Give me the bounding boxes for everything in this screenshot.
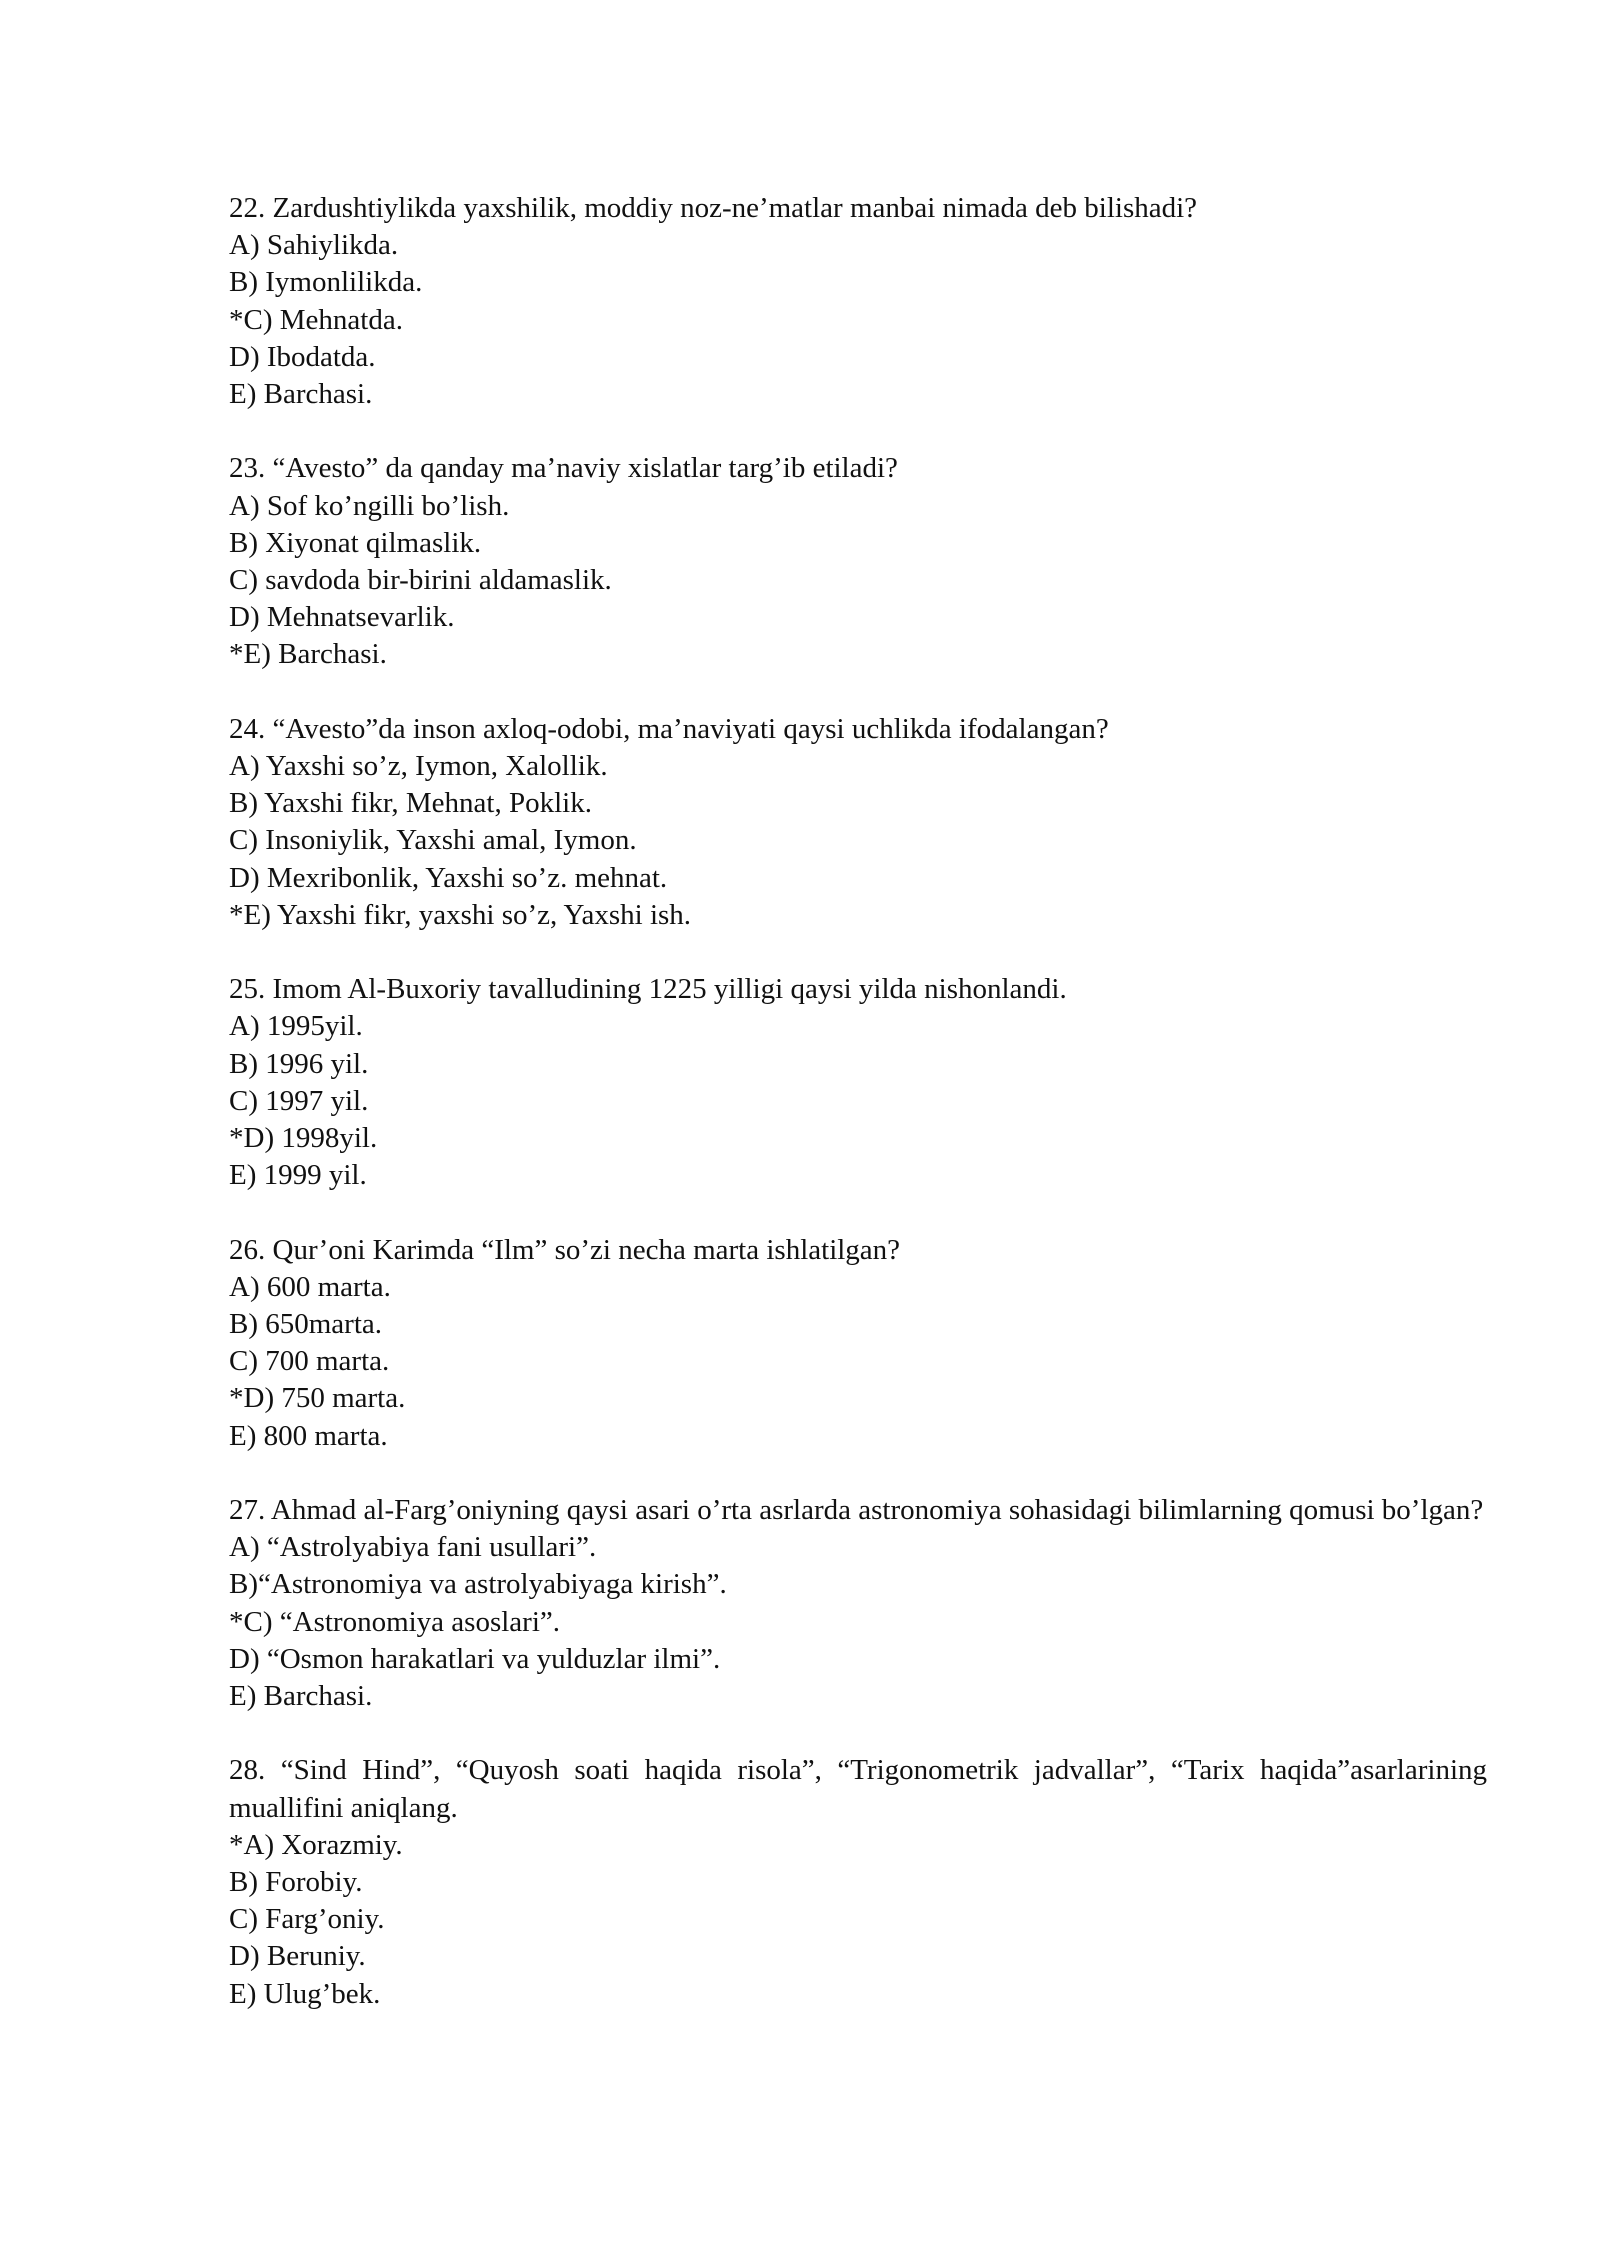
option-b: B)“Astronomiya va astrolyabiyaga kirish”.	[229, 1568, 727, 1601]
option-d: D) “Osmon harakatlari va yulduzlar ilmi”.	[229, 1642, 721, 1675]
option-e: *E) Yaxshi fikr, yaxshi so’z, Yaxshi ish.	[229, 898, 692, 931]
document-page	[229, 190, 1487, 2050]
option-d: *D) 1998yil.	[229, 1122, 378, 1155]
question-24	[229, 711, 1487, 934]
option-e: E) Barchasi.	[229, 378, 373, 411]
option-a: A) Sahiylikda.	[229, 229, 399, 262]
option-c: *C) Mehnatda.	[229, 303, 403, 336]
option-a: A) “Astrolyabiya fani usullari”.	[229, 1531, 597, 1564]
option-a: A) Sof ko’ngilli bo’lish.	[229, 489, 510, 522]
option-d: *D) 750 marta.	[229, 1382, 406, 1415]
question-text: 27. Ahmad al-Farg’oniyning qaysi asari o’rta asrlarda astronomiya sohasidagi bilimlarning qomusi bo’lgan?	[229, 1494, 1484, 1527]
option-b: B) Forobiy.	[229, 1866, 363, 1899]
question-text: 22. Zardushtiylikda yaxshilik, moddiy noz-ne’matlar manbai nimada deb bilishadi?	[229, 192, 1198, 224]
question-text: 25. Imom Al-Buxoriy tavalludining 1225 yilligi qaysi yilda nishonlandi.	[229, 973, 1067, 1006]
option-c: C) savdoda bir-birini aldamaslik.	[229, 564, 612, 597]
question-22	[229, 190, 1487, 413]
option-d: D) Mehnatsevarlik.	[229, 601, 455, 634]
option-a: A) Yaxshi so’z, Iymon, Xalollik.	[229, 750, 608, 783]
option-e: E) Ulug’bek.	[229, 1977, 381, 2010]
option-e: E) Barchasi.	[229, 1680, 373, 1713]
option-b: B) 650marta.	[229, 1308, 383, 1341]
option-b: B) Iymonlilikda.	[229, 266, 423, 299]
option-b: B) Yaxshi fikr, Mehnat, Poklik.	[229, 787, 592, 820]
option-a: A) 600 marta.	[229, 1270, 391, 1303]
question-23	[229, 450, 1487, 673]
option-d: D) Beruniy.	[229, 1940, 366, 1973]
option-d: D) Mexribonlik, Yaxshi so’z. mehnat.	[229, 861, 668, 894]
option-e: E) 1999 yil.	[229, 1159, 367, 1192]
option-d: D) Ibodatda.	[229, 340, 376, 373]
option-c: C) Insoniylik, Yaxshi amal, Iymon.	[229, 824, 637, 857]
option-a: *A) Xorazmiy.	[229, 1828, 403, 1861]
question-text: 28. “Sind Hind”, “Quyosh soati haqida risola”, “Trigonometrik jadvallar”, “Tarix haqida”asarlarining muallifini aniqlang.	[229, 1754, 1487, 1824]
question-27	[229, 1492, 1487, 1715]
option-b: B) Xiyonat qilmaslik.	[229, 526, 482, 559]
option-c: C) 1997 yil.	[229, 1084, 369, 1117]
question-text: 26. Qur’oni Karimda “Ilm” so’zi necha marta ishlatilgan?	[229, 1233, 901, 1266]
option-e: *E) Barchasi.	[229, 638, 387, 671]
question-28	[229, 1752, 1487, 2012]
option-a: A) 1995yil.	[229, 1010, 363, 1043]
question-25	[229, 971, 1487, 1194]
question-26	[229, 1232, 1487, 1455]
option-c: C) Farg’oniy.	[229, 1903, 385, 1936]
option-b: B) 1996 yil.	[229, 1047, 369, 1080]
option-c: C) 700 marta.	[229, 1345, 390, 1378]
question-text: 24. “Avesto”da inson axloq-odobi, ma’naviyati qaysi uchlikda ifodalangan?	[229, 712, 1109, 745]
option-e: E) 800 marta.	[229, 1419, 388, 1452]
option-c: *C) “Astronomiya asoslari”.	[229, 1605, 561, 1638]
question-text: 23. “Avesto” da qanday ma’naviy xislatlar targ’ib etiladi?	[229, 452, 898, 485]
